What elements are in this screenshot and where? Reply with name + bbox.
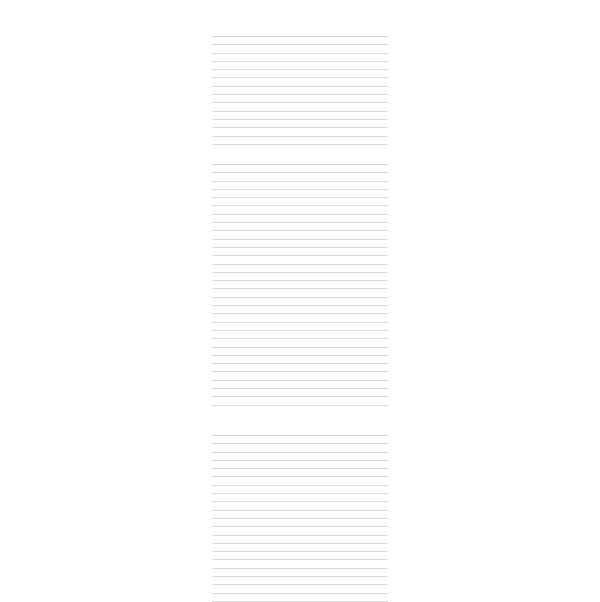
- vitamin-row: [212, 323, 388, 331]
- vitamin-row: [212, 314, 388, 322]
- vitamin-row: [212, 215, 388, 223]
- vitamins-table-header: [212, 152, 388, 165]
- amino-row: [212, 594, 388, 602]
- vitamin-row: [212, 198, 388, 206]
- amino-row: [212, 536, 388, 544]
- amino-row: [212, 519, 388, 527]
- amino-row: [212, 469, 388, 477]
- vitamin-row: [212, 348, 388, 356]
- vitamin-row: [212, 223, 388, 231]
- vitamin-row: [212, 289, 388, 297]
- amino-row: [212, 527, 388, 535]
- vitamin-row: [212, 372, 388, 380]
- vitamin-row: [212, 165, 388, 173]
- vitamin-row: [212, 231, 388, 239]
- nutrition-row: [212, 87, 388, 95]
- vitamin-row: [212, 397, 388, 405]
- nutrition-row: [212, 120, 388, 128]
- nutrition-row: [212, 70, 388, 78]
- vitamin-row: [212, 281, 388, 289]
- amino-row: [212, 511, 388, 519]
- amino-row: [212, 585, 388, 593]
- vitamin-row: [212, 331, 388, 339]
- vitamin-row: [212, 190, 388, 198]
- nutrition-row: [212, 128, 388, 136]
- vitamin-row: [212, 389, 388, 397]
- amino-row: [212, 560, 388, 568]
- amino-row: [212, 577, 388, 585]
- vitamin-row: [212, 356, 388, 364]
- vitamin-row: [212, 339, 388, 347]
- nutrition-facts-table: [212, 18, 388, 145]
- amino-row: [212, 453, 388, 461]
- vitamin-row: [212, 306, 388, 314]
- nutrition-row: [212, 62, 388, 70]
- amino-row: [212, 494, 388, 502]
- vitamin-row: [212, 256, 388, 264]
- nutrition-row: [212, 45, 388, 53]
- vitamin-row: [212, 248, 388, 256]
- amino-row: [212, 544, 388, 552]
- amino-row: [212, 569, 388, 577]
- amino-row: [212, 436, 388, 444]
- amino-row: [212, 486, 388, 494]
- amino-row: [212, 461, 388, 469]
- vitamins-minerals-table: [212, 152, 388, 406]
- nutrition-row: [212, 103, 388, 111]
- amino-row: [212, 552, 388, 560]
- vitamin-row: [212, 173, 388, 181]
- nutrition-row: [212, 37, 388, 45]
- nutrition-row: [212, 95, 388, 103]
- nutrition-row: [212, 137, 388, 145]
- nutrition-row: [212, 112, 388, 120]
- vitamin-row: [212, 364, 388, 372]
- amino-row: [212, 502, 388, 510]
- amino-table-header: [212, 427, 388, 436]
- amino-row: [212, 477, 388, 485]
- vitamin-row: [212, 182, 388, 190]
- amino-row: [212, 444, 388, 452]
- nutrition-table-header: [212, 18, 388, 37]
- vitamin-row: [212, 265, 388, 273]
- vitamin-row: [212, 240, 388, 248]
- vitamin-row: [212, 298, 388, 306]
- vitamin-row: [212, 273, 388, 281]
- nutrition-row: [212, 54, 388, 62]
- amino-acid-table: [212, 427, 388, 602]
- nutrition-row: [212, 78, 388, 86]
- vitamin-row: [212, 381, 388, 389]
- vitamin-row: [212, 206, 388, 214]
